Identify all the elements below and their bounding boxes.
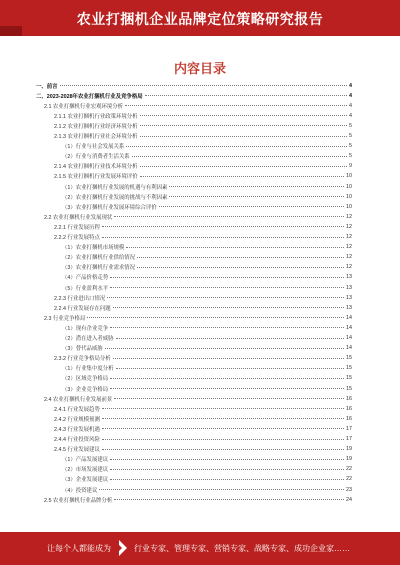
toc-entry[interactable] xyxy=(36,375,352,382)
toc-entry-label: 2.1.4 农业打捆机行业技术环境分析 xyxy=(54,164,138,171)
toc-entry[interactable] xyxy=(36,496,352,503)
toc-leader-dots xyxy=(140,166,347,167)
toc-entry-page: 15 xyxy=(346,365,352,372)
toc-leader-dots xyxy=(102,439,344,440)
toc-entry-label: 2.2.3 行业进出口情况 xyxy=(54,295,106,302)
toc-entry-page: 15 xyxy=(346,375,352,382)
toc-entry[interactable] xyxy=(36,234,352,241)
toc-entry-page: 16 xyxy=(346,415,352,422)
toc-entry-label: （1）产品发展建议 xyxy=(62,457,109,464)
toc-entry-label: 一、前言 xyxy=(36,83,58,90)
toc-entry-page: 14 xyxy=(346,335,352,341)
toc-leader-dots xyxy=(137,267,344,268)
toc-leader-dots xyxy=(140,176,344,177)
toc-leader-dots xyxy=(87,317,344,318)
toc-entry[interactable] xyxy=(36,203,352,210)
toc-entry[interactable] xyxy=(36,314,352,321)
toc-entry-label: （2）农业打捆机行业供给情况 xyxy=(62,255,136,262)
toc-entry-page: 9 xyxy=(349,163,352,170)
toc-leader-dots xyxy=(169,196,344,197)
toc-entry-label: （5）行业盈利水平 xyxy=(62,285,109,292)
toc-entry-page: 4 xyxy=(349,102,352,109)
toc-entry-label: 2.2 农业打捆机行业发展现状 xyxy=(44,214,113,221)
toc-leader-dots xyxy=(102,418,344,419)
toc-entry[interactable] xyxy=(36,92,352,99)
toc-entry[interactable] xyxy=(36,244,352,251)
toc-entry-page: 19 xyxy=(346,456,352,463)
toc-leader-dots xyxy=(140,136,347,137)
toc-entry[interactable] xyxy=(36,213,352,220)
toc-entry-label: （4）投资建议 xyxy=(62,487,98,494)
toc-entry-label: 2.4.2 行业规模预测 xyxy=(54,416,100,423)
toc-leader-dots xyxy=(126,146,347,147)
toc-entry[interactable] xyxy=(36,133,352,140)
toc-entry[interactable] xyxy=(36,456,352,463)
toc-entry-page: 16 xyxy=(346,405,352,412)
toc-leader-dots xyxy=(159,206,344,207)
toc-entry-page: 4 xyxy=(349,82,352,89)
toc-entry[interactable] xyxy=(36,122,352,129)
toc-entry-label: （3）农业打捆机行业发展环境综合评价 xyxy=(62,204,157,211)
toc-entry-label: （1）行业集中度分析 xyxy=(62,366,114,373)
toc-leader-dots xyxy=(110,277,344,278)
toc-entry[interactable] xyxy=(36,304,352,311)
footer-slogan-right: 行业专家、管理专家、营销专家、战略专家、成功企业家…… xyxy=(134,544,350,553)
toc-entry[interactable] xyxy=(36,82,352,89)
toc-entry-label: 2.2.1 行业发展历程 xyxy=(54,224,100,231)
toc-entry-label: 2.4.1 行业发展趋势 xyxy=(54,406,100,413)
toc-entry-page: 24 xyxy=(346,496,352,503)
toc-entry-page: 14 xyxy=(346,314,352,321)
toc-leader-dots xyxy=(169,186,344,187)
toc-entry[interactable] xyxy=(36,466,352,473)
toc-leader-dots xyxy=(116,368,344,369)
toc-entry-label: 2.4.5 行业发展建议 xyxy=(54,447,100,454)
toc-entry-page: 22 xyxy=(346,476,352,483)
toc-leader-dots xyxy=(110,327,344,328)
toc-entry-label: （2）区域竞争格局 xyxy=(62,376,109,383)
toc-entry[interactable] xyxy=(36,335,352,342)
toc-leader-dots xyxy=(99,489,344,490)
toc-entry-page: 14 xyxy=(346,324,352,331)
toc-entry[interactable] xyxy=(36,415,352,422)
toc-entry[interactable] xyxy=(36,264,352,271)
toc-entry-label: （1）行业与社会发展关系 xyxy=(62,144,125,151)
toc-entry-label: 2.1.2 农业打捆机行业经济环境分析 xyxy=(54,123,138,130)
toc-entry-page: 5 xyxy=(349,153,352,160)
toc-entry-page: 17 xyxy=(346,436,352,442)
toc-leader-dots xyxy=(102,226,344,227)
toc-leader-dots xyxy=(110,459,344,460)
toc-entry[interactable] xyxy=(36,436,352,443)
toc-entry[interactable] xyxy=(36,173,352,180)
toc-entry-page: 12 xyxy=(346,254,352,261)
toc-heading: 内容目录 xyxy=(173,61,226,76)
toc-entry-label: （3）企业发展建议 xyxy=(62,477,109,484)
toc-entry-page: 23 xyxy=(346,486,352,493)
toc-entry-page: 15 xyxy=(346,355,352,362)
toc-entry[interactable] xyxy=(36,163,352,170)
toc-leader-dots xyxy=(137,257,344,258)
toc-leader-dots xyxy=(110,469,344,470)
toc-leader-dots xyxy=(116,338,344,339)
toc-entry[interactable] xyxy=(36,223,352,230)
toc-entry[interactable] xyxy=(36,254,352,261)
toc-entry[interactable] xyxy=(36,153,352,160)
toc-entry-label: （2）行业与消费者生活关系 xyxy=(62,154,130,161)
toc-leader-dots xyxy=(113,358,344,359)
toc-entry[interactable] xyxy=(36,183,352,190)
toc-leader-dots xyxy=(110,287,344,288)
toc-entry-label: （2）农业打捆机行业发展的挑战与不利因素 xyxy=(62,194,168,201)
toc-entry-page: 17 xyxy=(346,425,352,432)
toc-entry[interactable] xyxy=(36,395,352,402)
chevron-inner-icon xyxy=(116,542,122,554)
toc-entry-page: 15 xyxy=(346,385,352,392)
toc-entry-page: 12 xyxy=(346,244,352,251)
toc-entry-label: 2.2.4 行业发展存在问题 xyxy=(54,305,111,312)
toc-entry-label: 2.1.3 农业打捆机行业社会环境分析 xyxy=(54,134,138,140)
toc-entry[interactable] xyxy=(36,385,352,392)
toc-leader-dots xyxy=(114,499,344,500)
toc-leader-dots xyxy=(114,216,344,217)
toc-entry-label: 2.4.3 行业发展机遇 xyxy=(54,426,100,433)
toc-entry-page: 10 xyxy=(346,193,352,200)
toc-entry-page: 12 xyxy=(346,223,352,230)
toc-entry-label: （3）企业竞争格局 xyxy=(62,386,109,393)
toc-entry[interactable] xyxy=(36,365,352,372)
toc-entry-page: 22 xyxy=(346,466,352,473)
toc-leader-dots xyxy=(125,105,347,106)
footer-bar xyxy=(0,532,400,565)
toc-entry-page: 4 xyxy=(349,92,352,99)
toc-entry-page: 4 xyxy=(349,112,352,119)
toc-leader-dots xyxy=(110,388,344,389)
toc-entry-label: 2.3 行业竞争格局 xyxy=(44,315,86,322)
toc-entry-page: 19 xyxy=(346,446,352,453)
toc-leader-dots xyxy=(105,348,344,349)
toc-entry-label: 2.1.5 农业打捆机行业发展环境评价 xyxy=(54,174,138,181)
toc-entry[interactable] xyxy=(36,446,352,453)
footer-slogan-left: 让每个人都能成为 xyxy=(47,544,111,553)
table-of-contents xyxy=(36,82,352,510)
toc-entry-page: 12 xyxy=(346,234,352,240)
header-bar xyxy=(0,0,400,36)
toc-entry[interactable] xyxy=(36,274,352,281)
toc-entry-label: 2.4 农业打捆机行业发展前景 xyxy=(44,396,113,403)
toc-entry-label: （1）农业打捆机行业发展的机遇与有利因素 xyxy=(62,184,168,191)
toc-entry-label: 2.2.2 行业发展特点 xyxy=(54,235,100,241)
toc-leader-dots xyxy=(110,479,344,480)
toc-entry-page: 16 xyxy=(346,395,352,402)
toc-entry-label: 2.1 农业打捆机行业宏观环境分析 xyxy=(44,103,124,110)
toc-entry-page: 5 xyxy=(349,133,352,139)
toc-leader-dots xyxy=(110,378,344,379)
toc-leader-dots xyxy=(140,125,347,126)
toc-entry-page: 5 xyxy=(349,143,352,150)
toc-entry-label: 2.4.4 行业投资风险 xyxy=(54,437,100,443)
toc-entry-page: 13 xyxy=(346,294,352,301)
toc-entry-page: 12 xyxy=(346,264,352,271)
toc-leader-dots xyxy=(132,156,347,157)
toc-leader-dots xyxy=(102,408,344,409)
toc-entry-label: （2）潜在进入者威胁 xyxy=(62,336,114,342)
toc-entry-label: 2.1.1 农业打捆机行业政策环境分析 xyxy=(54,113,138,120)
toc-leader-dots xyxy=(107,297,344,298)
toc-leader-dots xyxy=(140,115,347,116)
toc-entry-page: 10 xyxy=(346,173,352,180)
toc-leader-dots xyxy=(102,428,344,429)
toc-leader-dots xyxy=(145,95,347,96)
toc-entry[interactable] xyxy=(36,143,352,150)
toc-entry-label: （3）农业打捆机行业需求情况 xyxy=(62,265,136,272)
toc-entry[interactable] xyxy=(36,486,352,493)
toc-leader-dots xyxy=(113,307,344,308)
toc-entry-page: 13 xyxy=(346,304,352,311)
toc-leader-dots xyxy=(126,247,344,248)
report-title: 农业打捆机企业品牌定位策略研究报告 xyxy=(76,11,324,27)
toc-leader-dots xyxy=(102,449,344,450)
toc-entry-page: 10 xyxy=(346,203,352,210)
toc-entry-label: （2）市场发展建议 xyxy=(62,467,109,474)
toc-leader-dots xyxy=(114,398,344,399)
toc-entry[interactable] xyxy=(36,324,352,331)
toc-entry-label: 2.5 农业打捆机行业品牌分析 xyxy=(44,497,113,504)
toc-entry-page: 14 xyxy=(346,345,352,352)
toc-entry[interactable] xyxy=(36,345,352,352)
toc-entry-page: 5 xyxy=(349,122,352,129)
toc-entry-page: 13 xyxy=(346,284,352,291)
toc-entry[interactable] xyxy=(36,476,352,483)
toc-entry-label: （4）产品价格走势 xyxy=(62,275,109,282)
toc-entry-label: （1）农业打捆机市场规模 xyxy=(62,245,125,252)
toc-entry-page: 12 xyxy=(346,213,352,220)
toc-entry[interactable] xyxy=(36,102,352,109)
toc-entry[interactable] xyxy=(36,405,352,412)
toc-entry-page: 10 xyxy=(346,183,352,190)
toc-entry[interactable] xyxy=(36,425,352,432)
toc-leader-dots xyxy=(60,85,347,86)
toc-entry[interactable] xyxy=(36,284,352,291)
toc-leader-dots xyxy=(102,237,344,238)
toc-entry[interactable] xyxy=(36,294,352,301)
toc-entry-label: 二、2023-2028年农业打捆机行业及竞争格局 xyxy=(36,93,143,100)
toc-entry[interactable] xyxy=(36,193,352,200)
toc-entry-label: （1）现有企业竞争 xyxy=(62,325,109,332)
toc-entry[interactable] xyxy=(36,112,352,119)
toc-entry-label: 2.3.2 行业竞争格局分析 xyxy=(54,356,111,363)
toc-entry-page: 13 xyxy=(346,274,352,281)
toc-entry[interactable] xyxy=(36,355,352,362)
toc-entry-label: （3）替代品威胁 xyxy=(62,346,103,353)
